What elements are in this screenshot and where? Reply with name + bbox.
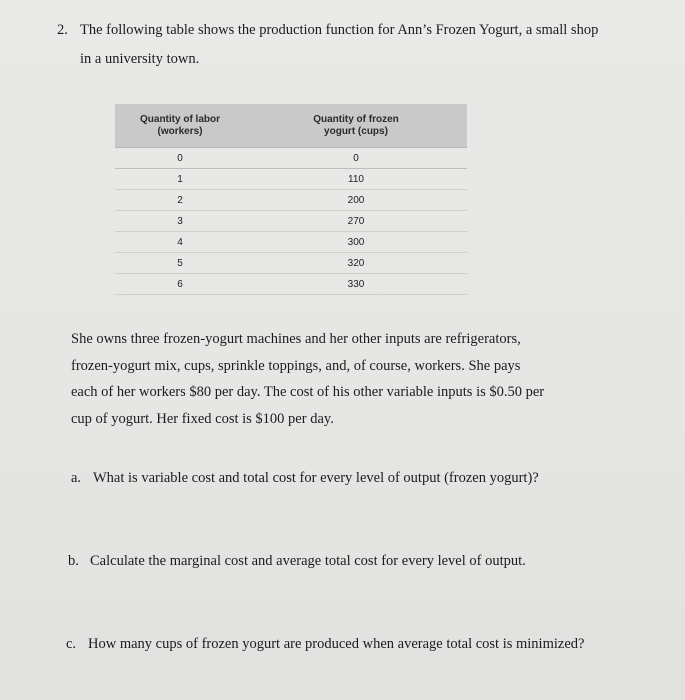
labor-cell: 5 <box>177 257 183 269</box>
paragraph-line2: frozen-yogurt mix, cups, sprinkle toppings, and, of course, workers. She pays <box>71 357 521 374</box>
labor-column-header <box>115 114 245 138</box>
yogurt-column-header <box>245 114 467 138</box>
question-number: 2. <box>57 22 68 38</box>
part-c-question <box>66 636 584 653</box>
part-a-text: What is variable cost and total cost for every level of output (frozen yogurt)? <box>93 470 539 486</box>
table-row <box>115 148 467 169</box>
labor-cell: 1 <box>177 173 183 185</box>
question-intro-line2: in a university town. <box>80 51 200 67</box>
yogurt-cell: 270 <box>347 215 365 227</box>
yogurt-cell: 330 <box>347 278 365 290</box>
question-intro-line1: The following table shows the production function for Ann’s Frozen Yogurt, a small shop <box>80 22 599 38</box>
labor-cell: 0 <box>177 152 183 164</box>
table-row <box>115 274 467 295</box>
part-b-question <box>68 553 526 570</box>
labor-header-line2: (workers) <box>157 125 203 137</box>
part-a-label: a. <box>71 470 82 486</box>
labor-cell: 4 <box>177 236 183 248</box>
labor-cell: 2 <box>177 194 183 206</box>
table-row <box>115 253 467 274</box>
part-c-label: c. <box>66 636 77 652</box>
yogurt-cell: 200 <box>347 194 365 206</box>
labor-cell: 6 <box>177 278 183 290</box>
yogurt-header-line1: Quantity of frozen <box>313 113 399 125</box>
part-a-question <box>71 470 539 487</box>
part-b-text: Calculate the marginal cost and average total cost for every level of output. <box>90 553 526 569</box>
yogurt-cell: 0 <box>353 152 359 164</box>
part-c-text: How many cups of frozen yogurt are produced when average total cost is minimized? <box>88 636 585 652</box>
cost-description-paragraph <box>71 326 631 433</box>
yogurt-cell: 300 <box>347 236 365 248</box>
table-header <box>115 104 467 148</box>
table-row <box>115 211 467 232</box>
paragraph-line3: each of her workers $80 per day. The cost of his other variable inputs is $0.50 per <box>71 384 545 401</box>
part-b-label: b. <box>68 553 79 569</box>
yogurt-cell: 110 <box>348 173 364 185</box>
labor-cell: 3 <box>177 215 183 227</box>
yogurt-header-line2: yogurt (cups) <box>324 125 388 137</box>
table-row <box>115 232 467 253</box>
paragraph-line1: She owns three frozen-yogurt machines and her other inputs are refrigerators, <box>71 331 521 347</box>
labor-header-line1: Quantity of labor <box>140 113 220 125</box>
table-row <box>115 169 467 190</box>
table-row <box>115 190 467 211</box>
yogurt-cell: 320 <box>347 257 365 269</box>
production-function-table <box>115 104 467 295</box>
paragraph-line4: cup of yogurt. Her fixed cost is $100 per day. <box>71 411 334 428</box>
